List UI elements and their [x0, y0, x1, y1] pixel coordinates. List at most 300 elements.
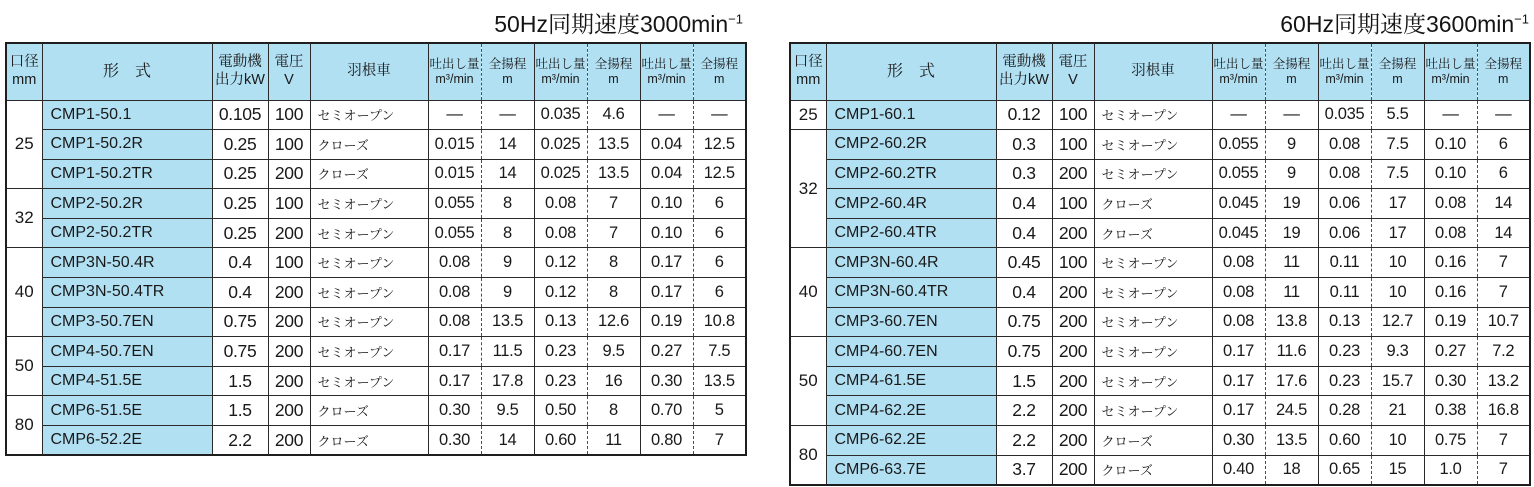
flow-cell: 0.055	[428, 189, 481, 219]
flow-cell: 0.08	[1212, 278, 1265, 308]
header-line: m	[714, 71, 725, 86]
flow-cell: 0.23	[534, 337, 587, 367]
head-cell: 13.5	[693, 366, 746, 396]
model-cell: CMP2-60.4R	[826, 189, 996, 219]
voltage-cell: 200	[1052, 159, 1094, 189]
table-title-50hz	[5, 8, 745, 42]
head-cell: 8	[481, 189, 534, 219]
spec-row	[6, 100, 746, 130]
flow-cell: 0.025	[534, 159, 587, 189]
pump-spec-table-60hz	[789, 42, 1531, 486]
head-cell: 6	[1477, 159, 1530, 189]
flow-cell: 0.17	[640, 278, 693, 308]
col-header-head-3	[693, 43, 746, 100]
flow-cell: 0.015	[428, 130, 481, 160]
model-cell: CMP3N-60.4R	[826, 248, 996, 278]
spec-row	[6, 366, 746, 396]
flow-cell: 0.65	[1318, 455, 1371, 485]
flow-cell: 0.10	[1424, 130, 1477, 160]
impeller-cell: セミオープン	[1094, 159, 1212, 189]
model-cell: CMP3-50.7EN	[42, 307, 212, 337]
header-line: 全揚程	[1484, 56, 1522, 71]
model-cell: CMP1-60.1	[826, 100, 996, 130]
motor-output-cell: 0.75	[212, 307, 268, 337]
flow-cell: 0.08	[428, 278, 481, 308]
flow-cell: 0.08	[1212, 248, 1265, 278]
spec-row	[6, 396, 746, 426]
header-line: 吐出し量	[1425, 56, 1476, 71]
header-line: m³/min	[1219, 71, 1258, 86]
flow-cell: 0.12	[534, 278, 587, 308]
head-cell: 18	[1265, 455, 1318, 485]
head-cell: 9	[1265, 159, 1318, 189]
bore-cell: 50	[790, 337, 826, 426]
motor-output-cell: 0.3	[996, 159, 1052, 189]
head-cell: 16.8	[1477, 396, 1530, 426]
flow-cell: 0.10	[640, 189, 693, 219]
bore-cell: 32	[790, 130, 826, 248]
superscript-exponent: −1	[728, 11, 743, 27]
impeller-cell: セミオープン	[1094, 307, 1212, 337]
head-cell: 7	[587, 218, 640, 248]
head-cell: 8	[587, 278, 640, 308]
voltage-cell: 200	[268, 307, 310, 337]
flow-cell: 0.08	[534, 218, 587, 248]
voltage-cell: 100	[268, 130, 310, 160]
head-cell: 10.7	[1477, 307, 1530, 337]
spec-row	[6, 218, 746, 248]
flow-cell: 0.50	[534, 396, 587, 426]
model-cell: CMP1-50.1	[42, 100, 212, 130]
head-cell: 9.5	[481, 396, 534, 426]
bore-cell: 25	[6, 100, 42, 189]
motor-output-cell: 0.25	[212, 218, 268, 248]
flow-cell: 0.70	[640, 396, 693, 426]
header-line: 全揚程	[700, 56, 738, 71]
head-cell: 17	[1371, 189, 1424, 219]
flow-cell: 0.11	[1318, 278, 1371, 308]
motor-output-cell: 0.4	[996, 189, 1052, 219]
impeller-cell: セミオープン	[1094, 130, 1212, 160]
flow-cell: —	[428, 100, 481, 130]
head-cell: 11	[1265, 248, 1318, 278]
impeller-cell: セミオープン	[310, 100, 428, 130]
bore-cell: 80	[6, 396, 42, 455]
head-cell: 24.5	[1265, 396, 1318, 426]
flow-cell: 1.0	[1424, 455, 1477, 485]
flow-cell: 0.30	[1424, 366, 1477, 396]
head-cell: 13.8	[1265, 307, 1318, 337]
header-line: m	[1498, 71, 1509, 86]
header-row	[790, 43, 1530, 100]
flow-cell: 0.60	[534, 426, 587, 456]
flow-cell: 0.10	[1424, 159, 1477, 189]
head-cell: 19	[1265, 189, 1318, 219]
spec-row	[790, 218, 1530, 248]
model-cell: CMP4-60.7EN	[826, 337, 996, 367]
col-header-voltage	[268, 43, 310, 100]
header-line: m	[502, 71, 513, 86]
header-line: 電動機	[218, 54, 262, 71]
head-cell: 7.5	[693, 337, 746, 367]
flow-cell: —	[1424, 100, 1477, 130]
col-header-head-2	[1371, 43, 1424, 100]
model-cell: CMP4-51.5E	[42, 366, 212, 396]
header-line: mm	[12, 71, 37, 88]
head-cell: 7	[693, 426, 746, 456]
header-line: 電圧	[1058, 54, 1088, 71]
col-header-voltage	[1052, 43, 1094, 100]
voltage-cell: 200	[268, 278, 310, 308]
impeller-cell: クローズ	[1094, 218, 1212, 248]
flow-cell: 0.80	[640, 426, 693, 456]
flow-cell: 0.13	[1318, 307, 1371, 337]
flow-cell: 0.19	[640, 307, 693, 337]
spec-table-block-60hz	[789, 8, 1531, 486]
flow-cell: 0.08	[1318, 130, 1371, 160]
head-cell: 12.5	[693, 159, 746, 189]
motor-output-cell: 0.75	[212, 337, 268, 367]
flow-cell: 0.17	[428, 337, 481, 367]
header-line: m³/min	[647, 71, 686, 86]
spec-row	[6, 189, 746, 219]
head-cell: 16	[587, 366, 640, 396]
flow-cell: 0.38	[1424, 396, 1477, 426]
motor-output-cell: 0.4	[212, 248, 268, 278]
flow-cell: —	[640, 100, 693, 130]
model-cell: CMP6-51.5E	[42, 396, 212, 426]
voltage-cell: 200	[268, 396, 310, 426]
head-cell: 7	[1477, 455, 1530, 485]
flow-cell: 0.06	[1318, 218, 1371, 248]
model-cell: CMP6-63.7E	[826, 455, 996, 485]
flow-cell: 0.04	[640, 130, 693, 160]
flow-cell: 0.08	[428, 307, 481, 337]
flow-cell: 0.17	[1212, 337, 1265, 367]
flow-cell: 0.08	[428, 248, 481, 278]
spec-row	[790, 396, 1530, 426]
head-cell: 11.6	[1265, 337, 1318, 367]
flow-cell: 0.28	[1318, 396, 1371, 426]
model-cell: CMP6-62.2E	[826, 426, 996, 456]
flow-cell: 0.08	[1424, 189, 1477, 219]
head-cell: 14	[1477, 218, 1530, 248]
col-header-model: 形 式	[42, 43, 212, 100]
impeller-cell: クローズ	[310, 396, 428, 426]
impeller-cell: クローズ	[310, 426, 428, 456]
title-text: 50Hz同期速度3000min	[494, 11, 729, 37]
head-cell: 7	[1477, 248, 1530, 278]
flow-cell: 0.17	[428, 366, 481, 396]
impeller-cell: セミオープン	[310, 337, 428, 367]
header-line: 出力kW	[215, 71, 265, 88]
title-text: 60Hz同期速度3600min	[1280, 11, 1515, 37]
motor-output-cell: 1.5	[996, 366, 1052, 396]
head-cell: 12.5	[693, 130, 746, 160]
spec-row	[790, 337, 1530, 367]
col-header-impeller: 羽根車	[310, 43, 428, 100]
spec-row	[790, 278, 1530, 308]
head-cell: 9.3	[1371, 337, 1424, 367]
flow-cell: 0.16	[1424, 278, 1477, 308]
flow-cell: 0.16	[1424, 248, 1477, 278]
head-cell: 7.2	[1477, 337, 1530, 367]
header-line: 全揚程	[594, 56, 633, 71]
spec-row	[6, 307, 746, 337]
model-cell: CMP3N-50.4TR	[42, 278, 212, 308]
voltage-cell: 200	[1052, 307, 1094, 337]
head-cell: 7	[587, 189, 640, 219]
head-cell: 6	[693, 278, 746, 308]
voltage-cell: 100	[268, 248, 310, 278]
motor-output-cell: 0.25	[212, 189, 268, 219]
spec-row	[6, 278, 746, 308]
flow-cell: 0.06	[1318, 189, 1371, 219]
flow-cell: 0.30	[428, 396, 481, 426]
head-cell: 7	[1477, 426, 1530, 456]
col-header-flow-2	[534, 43, 587, 100]
spec-row	[790, 189, 1530, 219]
model-cell: CMP2-60.4TR	[826, 218, 996, 248]
voltage-cell: 200	[1052, 366, 1094, 396]
spec-row	[6, 248, 746, 278]
header-line: V	[284, 71, 294, 88]
col-header-impeller: 羽根車	[1094, 43, 1212, 100]
bore-cell: 40	[6, 248, 42, 337]
head-cell: 19	[1265, 218, 1318, 248]
model-cell: CMP1-50.2R	[42, 130, 212, 160]
header-line: m³/min	[435, 71, 474, 86]
head-cell: 17.6	[1265, 366, 1318, 396]
voltage-cell: 100	[268, 100, 310, 130]
voltage-cell: 100	[1052, 248, 1094, 278]
spec-row	[790, 426, 1530, 456]
header-line: m	[1286, 71, 1297, 86]
flow-cell: 0.055	[1212, 130, 1265, 160]
flow-cell: 0.08	[1424, 218, 1477, 248]
col-header-head-2	[587, 43, 640, 100]
flow-cell: 0.17	[1212, 396, 1265, 426]
spec-row	[790, 130, 1530, 160]
motor-output-cell: 0.3	[996, 130, 1052, 160]
spec-row	[790, 159, 1530, 189]
header-line: mm	[796, 71, 821, 88]
voltage-cell: 200	[268, 218, 310, 248]
bore-cell: 40	[790, 248, 826, 337]
motor-output-cell: 0.25	[212, 130, 268, 160]
head-cell: 17	[1371, 218, 1424, 248]
head-cell: 8	[587, 248, 640, 278]
motor-output-cell: 0.75	[996, 307, 1052, 337]
model-cell: CMP1-50.2TR	[42, 159, 212, 189]
motor-output-cell: 0.4	[212, 278, 268, 308]
pump-spec-table-50hz	[5, 42, 747, 456]
head-cell: 13.5	[481, 307, 534, 337]
model-cell: CMP4-50.7EN	[42, 337, 212, 367]
model-cell: CMP2-60.2TR	[826, 159, 996, 189]
flow-cell: 0.13	[534, 307, 587, 337]
head-cell: 14	[481, 130, 534, 160]
motor-output-cell: 1.5	[212, 396, 268, 426]
header-row	[6, 43, 746, 100]
flow-cell: 0.08	[1318, 159, 1371, 189]
head-cell: 21	[1371, 396, 1424, 426]
head-cell: 4.6	[587, 100, 640, 130]
head-cell: 10	[1371, 426, 1424, 456]
impeller-cell: セミオープン	[310, 218, 428, 248]
head-cell: 5.5	[1371, 100, 1424, 130]
voltage-cell: 200	[268, 159, 310, 189]
spec-table-block-50hz	[5, 8, 745, 456]
flow-cell: 0.035	[534, 100, 587, 130]
voltage-cell: 200	[268, 366, 310, 396]
impeller-cell: クローズ	[310, 130, 428, 160]
col-header-flow-3	[640, 43, 693, 100]
voltage-cell: 200	[268, 426, 310, 456]
header-line: m	[608, 71, 619, 86]
head-cell: 11	[587, 426, 640, 456]
model-cell: CMP4-61.5E	[826, 366, 996, 396]
header-line: 吐出し量	[429, 56, 480, 71]
head-cell: 10	[1371, 248, 1424, 278]
impeller-cell: セミオープン	[310, 307, 428, 337]
spec-row	[790, 455, 1530, 485]
motor-output-cell: 0.75	[996, 337, 1052, 367]
flow-cell: 0.055	[428, 218, 481, 248]
head-cell: 12.7	[1371, 307, 1424, 337]
header-line: 口径	[793, 54, 823, 71]
spec-row	[6, 337, 746, 367]
voltage-cell: 200	[1052, 218, 1094, 248]
flow-cell: 0.17	[640, 248, 693, 278]
col-header-flow-3	[1424, 43, 1477, 100]
head-cell: 7	[1477, 278, 1530, 308]
head-cell: 7.5	[1371, 159, 1424, 189]
motor-output-cell: 1.5	[212, 366, 268, 396]
head-cell: 13.5	[587, 159, 640, 189]
bore-cell: 50	[6, 337, 42, 396]
head-cell: 15.7	[1371, 366, 1424, 396]
head-cell: 6	[693, 189, 746, 219]
col-header-head-1	[481, 43, 534, 100]
head-cell: 15	[1371, 455, 1424, 485]
flow-cell: 0.30	[640, 366, 693, 396]
header-line: m³/min	[1431, 71, 1470, 86]
header-line: 全揚程	[1378, 56, 1417, 71]
col-header-flow-1	[428, 43, 481, 100]
head-cell: —	[1477, 100, 1530, 130]
header-line: 口径	[9, 54, 39, 71]
model-cell: CMP2-60.2R	[826, 130, 996, 160]
header-line: 吐出し量	[1319, 56, 1370, 71]
flow-cell: 0.08	[1212, 307, 1265, 337]
flow-cell: 0.015	[428, 159, 481, 189]
col-header-flow-1	[1212, 43, 1265, 100]
motor-output-cell: 0.4	[996, 218, 1052, 248]
voltage-cell: 200	[1052, 278, 1094, 308]
flow-cell: 0.12	[534, 248, 587, 278]
head-cell: 13.2	[1477, 366, 1530, 396]
head-cell: 13.5	[587, 130, 640, 160]
header-line: 出力kW	[999, 71, 1049, 88]
motor-output-cell: 0.105	[212, 100, 268, 130]
model-cell: CMP3N-50.4R	[42, 248, 212, 278]
model-cell: CMP2-50.2TR	[42, 218, 212, 248]
voltage-cell: 200	[268, 337, 310, 367]
motor-output-cell: 3.7	[996, 455, 1052, 485]
motor-output-cell: 0.4	[996, 278, 1052, 308]
header-line: 電圧	[274, 54, 304, 71]
col-header-motor-output	[996, 43, 1052, 100]
flow-cell: 0.30	[1212, 426, 1265, 456]
spec-row	[790, 307, 1530, 337]
table-title-60hz	[789, 8, 1531, 42]
head-cell: 9	[481, 278, 534, 308]
head-cell: 6	[1477, 130, 1530, 160]
flow-cell: 0.11	[1318, 248, 1371, 278]
head-cell: 7.5	[1371, 130, 1424, 160]
voltage-cell: 200	[1052, 426, 1094, 456]
head-cell: 8	[481, 218, 534, 248]
flow-cell: 0.23	[1318, 337, 1371, 367]
head-cell: 12.6	[587, 307, 640, 337]
motor-output-cell: 2.2	[212, 426, 268, 456]
voltage-cell: 200	[1052, 396, 1094, 426]
voltage-cell: 200	[1052, 337, 1094, 367]
header-line: m	[1392, 71, 1403, 86]
bore-cell: 32	[6, 189, 42, 248]
voltage-cell: 100	[1052, 130, 1094, 160]
header-line: 吐出し量	[641, 56, 692, 71]
spec-row	[790, 100, 1530, 130]
head-cell: 11	[1265, 278, 1318, 308]
superscript-exponent: −1	[1514, 11, 1529, 27]
impeller-cell: クローズ	[310, 159, 428, 189]
bore-cell: 25	[790, 100, 826, 130]
flow-cell: 0.30	[428, 426, 481, 456]
impeller-cell: クローズ	[1094, 189, 1212, 219]
header-line: 吐出し量	[1213, 56, 1264, 71]
flow-cell: 0.17	[1212, 366, 1265, 396]
flow-cell: 0.08	[534, 189, 587, 219]
spec-row	[790, 248, 1530, 278]
flow-cell: 0.10	[640, 218, 693, 248]
model-cell: CMP3N-60.4TR	[826, 278, 996, 308]
bore-cell: 80	[790, 426, 826, 485]
head-cell: 9.5	[587, 337, 640, 367]
col-header-flow-2	[1318, 43, 1371, 100]
head-cell: 10.8	[693, 307, 746, 337]
header-line: 全揚程	[1272, 56, 1311, 71]
motor-output-cell: 0.12	[996, 100, 1052, 130]
header-line: m³/min	[541, 71, 580, 86]
head-cell: 11.5	[481, 337, 534, 367]
head-cell: 5	[693, 396, 746, 426]
header-line: 電動機	[1002, 54, 1046, 71]
col-header-model: 形 式	[826, 43, 996, 100]
head-cell: —	[693, 100, 746, 130]
flow-cell: 0.27	[1424, 337, 1477, 367]
impeller-cell: セミオープン	[310, 278, 428, 308]
head-cell: 14	[481, 426, 534, 456]
impeller-cell: クローズ	[1094, 426, 1212, 456]
head-cell: 14	[1477, 189, 1530, 219]
col-header-motor-output	[212, 43, 268, 100]
flow-cell: 0.025	[534, 130, 587, 160]
header-line: m³/min	[1325, 71, 1364, 86]
motor-output-cell: 0.45	[996, 248, 1052, 278]
impeller-cell: セミオープン	[1094, 366, 1212, 396]
